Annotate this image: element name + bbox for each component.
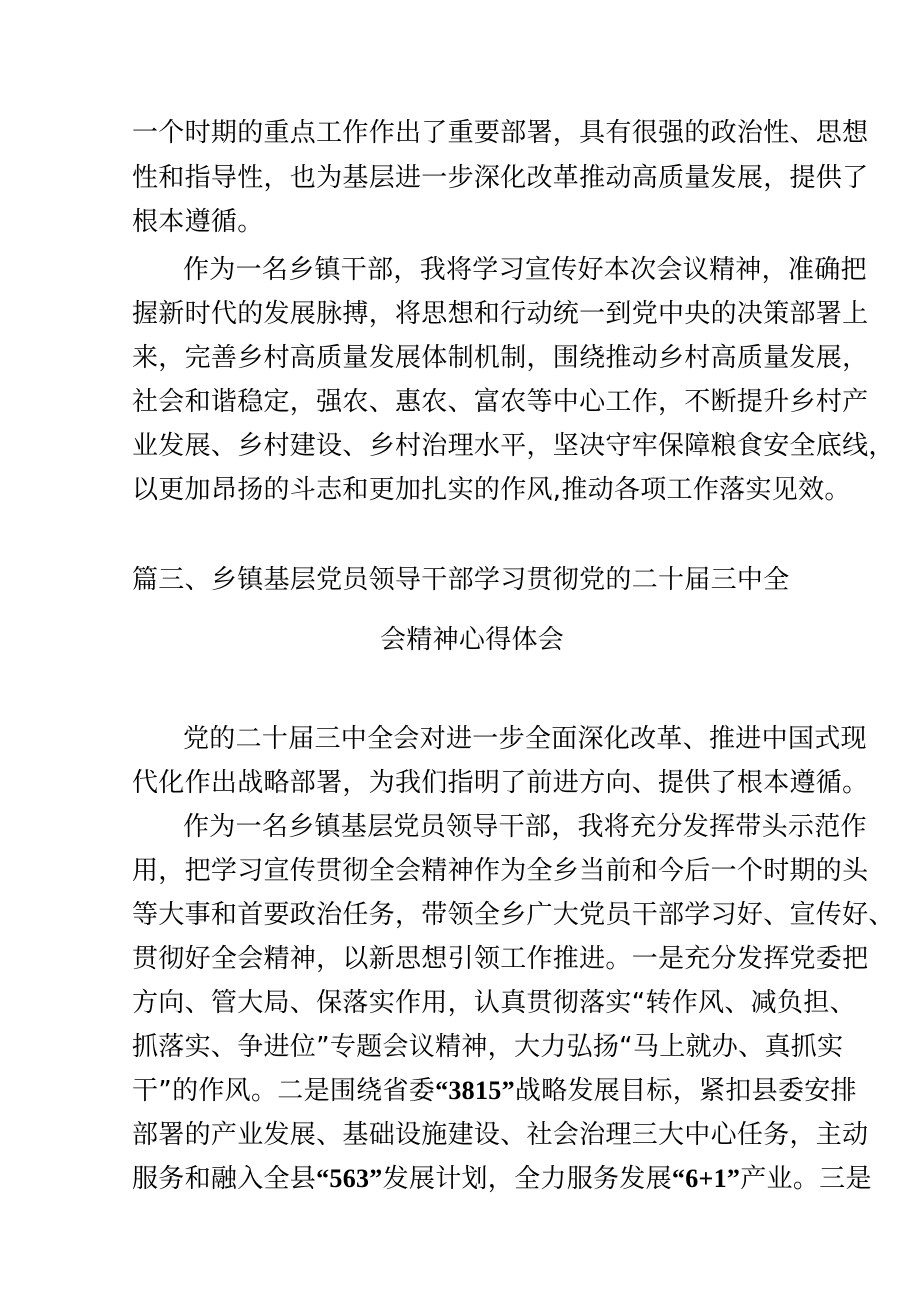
section-heading-continued: 会精神心得体会	[380, 625, 565, 655]
paragraph-line: 性和指导性，也为基层进一步深化改革推动高质量发展，提供了	[132, 163, 869, 193]
text-run: 服务和融入全县	[132, 1164, 317, 1194]
strategy-number: “3815”	[435, 1076, 515, 1105]
paragraph-line: 代化作出战略部署，为我们指明了前进方向、提供了根本遵循。	[132, 768, 869, 798]
text-run: 战略发展目标，紧扣县委安排	[514, 1076, 857, 1106]
industry-number: “6+1”	[671, 1164, 741, 1193]
paragraph-line: 社会和谐稳定，强农、惠农、富农等中心工作，不断提升乡村产	[132, 387, 869, 417]
paragraph-line: 抓落实、争进位”专题会议精神，大力弘扬“马上就办、真抓实	[132, 1032, 844, 1062]
paragraph-line: 来，完善乡村高质量发展体制机制，围绕推动乡村高质量发展，	[132, 343, 869, 373]
paragraph-line: 作为一名乡镇基层党员领导干部，我将充分发挥带头示范作	[183, 812, 867, 842]
paragraph-line	[132, 1164, 872, 1194]
text-run: 产业。三是	[740, 1164, 872, 1194]
paragraph-line: 部署的产业发展、基础设施建设、社会治理三大中心任务，主动	[132, 1120, 869, 1150]
paragraph-line: 党的二十届三中全会对进一步全面深化改革、推进中国式现	[183, 724, 867, 754]
paragraph-line: 一个时期的重点工作作出了重要部署，具有很强的政治性、思想	[132, 118, 869, 148]
paragraph-line: 业发展、乡村建设、乡村治理水平，坚决守牢保障粮食安全底线，	[132, 431, 895, 461]
paragraph-line: 贯彻好全会精神，以新思想引领工作推进。一是充分发挥党委把	[132, 944, 869, 974]
paragraph-line: 作为一名乡镇干部，我将学习宣传好本次会议精神，准确把	[183, 255, 867, 285]
paragraph-line: 握新时代的发展脉搏，将思想和行动统一到党中央的决策部署上	[132, 299, 869, 329]
paragraph-line	[132, 1076, 857, 1106]
plan-number: “563”	[316, 1164, 383, 1193]
paragraph-line: 以更加昂扬的斗志和更加扎实的作风,推动各项工作落实见效。	[132, 475, 851, 505]
paragraph-line: 方向、管大局、保落实作用，认真贯彻落实“转作风、减负担、	[132, 988, 856, 1018]
text-run: 干”的作风。二是围绕省委	[132, 1076, 436, 1106]
text-run: 发展计划，全力服务发展	[382, 1164, 672, 1194]
paragraph-line: 等大事和首要政治任务，带领全乡广大党员干部学习好、宣传好、	[132, 900, 895, 930]
paragraph-line: 用，把学习宣传贯彻全会精神作为全乡当前和今后一个时期的头	[132, 856, 869, 886]
paragraph-line: 根本遵循。	[132, 207, 264, 237]
section-heading: 篇三、乡镇基层党员领导干部学习贯彻党的二十届三中全	[132, 565, 790, 595]
